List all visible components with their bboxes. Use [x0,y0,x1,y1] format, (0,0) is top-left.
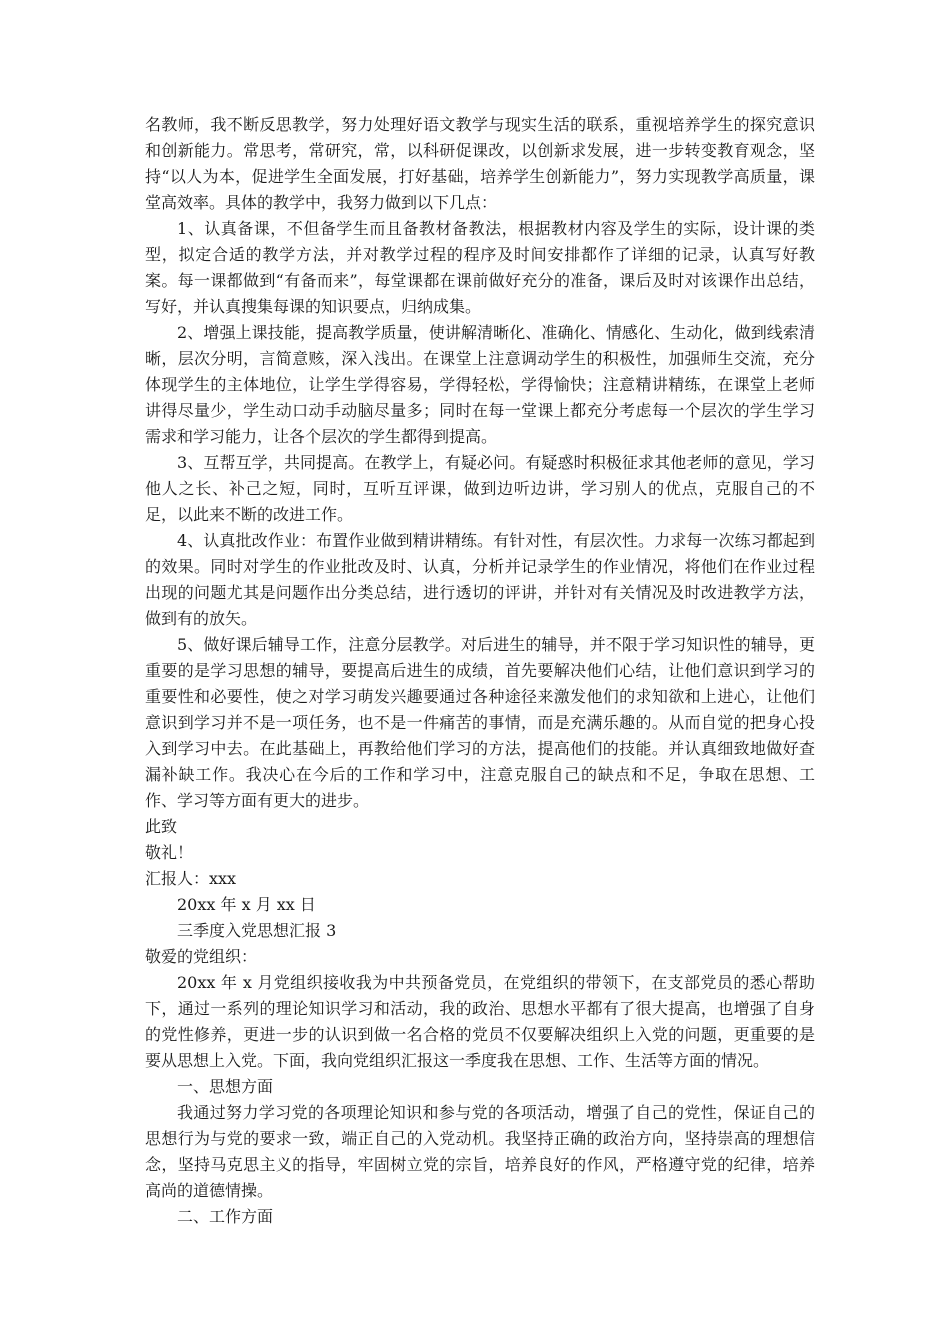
paragraph-item-5: 5、做好课后辅导工作，注意分层教学。对后进生的辅导，并不限于学习知识性的辅导，更重要的是学习思想的辅导，要提高后进生的成绩，首先要解决他们心结，让他们意识到学习的重要性和必要性，使之对学习萌发兴趣要通过各种途径来激发他们的求知欲和上进心，让他们意识到学习并不是一项任务，也不是一件痛苦的事情，而是充满乐趣的。从而自觉的把身心投入到学习中去。在此基础上，再教给他们学习的方法，提高他们的技能。并认真细致地做好查漏补缺工作。我决心在今后的工作和学习中，注意克服自己的缺点和不足，争取在思想、工作、学习等方面有更大的进步。 [145,635,815,810]
paragraph-item-2: 2、增强上课技能，提高教学质量，使讲解清晰化、准确化、情感化、生动化，做到线索清晰，层次分明，言简意赅，深入浅出。在课堂上注意调动学生的积极性，加强师生交流，充分体现学生的主体地位，让学生学得容易，学得轻松，学得愉快；注意精讲精练，在课堂上老师讲得尽量少，学生动口动手动脑尽量多；同时在每一堂课上都充分考虑每一个层次的学生学习需求和学习能力，让各个层次的学生都得到提高。 [145,323,815,446]
closing-line-1: 此致 [145,817,178,836]
paragraph-item-4: 4、认真批改作业：布置作业做到精讲精练。有针对性，有层次性。力求每一次练习都起到的效果。同时对学生的作业批改及时、认真，分析并记录学生的作业情况，将他们在作业过程出现的问题尤其是问题作出分类总结，进行透切的评讲，并针对有关情况及时改进教学方法，做到有的放矢。 [145,531,815,628]
paragraph-intro: 名教师，我不断反思教学，努力处理好语文教学与现实生活的联系，重视培养学生的探究意识和创新能力。常思考，常研究，常，以科研促课改，以创新求发展，进一步转变教育观念，坚持“以人为本，促进学生全面发展，打好基础，培养学生创新能力”，努力实现教学高质量，课堂高效率。具体的教学中，我努力做到以下几点： [145,115,815,212]
paragraph-report-intro: 20xx 年 x 月党组织接收我为中共预备党员，在党组织的带领下，在支部党员的悉心帮助下，通过一系列的理论知识学习和活动，我的政治、思想水平都有了很大提高，也增强了自身的党性修养，更进一步的认识到做一名合格的党员不仅要解决组织上入党的问题，更重要的是要从思想上入党。下面，我向党组织汇报这一季度我在思想、工作、生活等方面的情况。 [145,973,815,1070]
closing-line-2: 敬礼！ [145,843,194,862]
date-line: 20xx 年 x 月 xx 日 [177,895,316,914]
paragraph-item-3: 3、互帮互学，共同提高。在教学上，有疑必问。有疑惑时积极征求其他老师的意见，学习他人之长、补己之短，同时，互听互评课，做到边听边讲，学习别人的优点，克服自己的不足，以此来不断的改进工作。 [145,453,815,524]
reporter-line: 汇报人：xxx [145,869,237,888]
salutation-line: 敬爱的党组织： [145,947,258,966]
document-page [145,112,815,1230]
subsection-title-2: 二、工作方面 [177,1207,274,1226]
paragraph-thought: 我通过努力学习党的各项理论知识和参与党的各项活动，增强了自己的党性，保证自己的思想行为与党的要求一致，端正自己的入党动机。我坚持正确的政治方向，坚持崇高的理想信念，坚持马克思主义的指导，牢固树立党的宗旨，培养良好的作风，严格遵守党的纪律，培养高尚的道德情操。 [145,1103,815,1200]
section-heading: 三季度入党思想汇报 3 [177,921,337,940]
paragraph-item-1: 1、认真备课，不但备学生而且备教材备教法，根据教材内容及学生的实际，设计课的类型，拟定合适的教学方法，并对教学过程的程序及时间安排都作了详细的记录，认真写好教案。每一课都做到“有备而来”，每堂课都在课前做好充分的准备，课后及时对该课作出总结，写好，并认真搜集每课的知识要点，归纳成集。 [145,219,815,316]
subsection-title-1: 一、思想方面 [177,1077,274,1096]
